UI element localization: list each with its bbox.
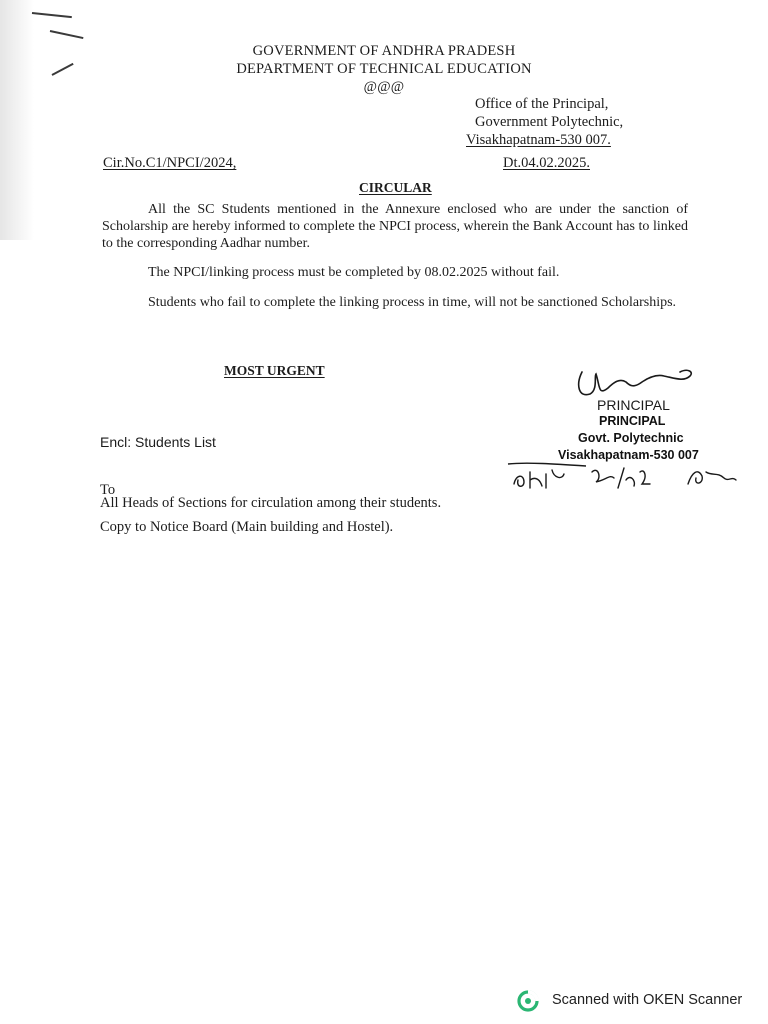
office-line-3: Visakhapatnam-530 007. — [466, 132, 611, 148]
body-paragraph-1: All the SC Students mentioned in the Annexure enclosed who are under the sanction of Scholarship are hereby informed to complete the NPCI process, wherein the Bank Account has to linked to the corresponding Aadhar number. — [102, 202, 688, 251]
enclosure-line: Encl: Students List — [100, 434, 216, 450]
header-government: GOVERNMENT OF ANDHRA PRADESH — [252, 43, 516, 59]
most-urgent-label: MOST URGENT — [224, 363, 325, 378]
header-separator: @@@ — [363, 79, 405, 95]
circular-date: Dt.04.02.2025. — [503, 155, 590, 171]
staple-mark — [50, 30, 84, 39]
distribution-to: To — [100, 482, 116, 498]
distribution-notice-board: Copy to Notice Board (Main building and Hostel). — [100, 519, 394, 535]
scanner-logo-icon — [517, 990, 539, 1012]
handwritten-initials — [506, 458, 742, 492]
circular-title: CIRCULAR — [359, 180, 432, 195]
office-line-1: Office of the Principal, — [475, 96, 609, 112]
signatory-designation: PRINCIPAL — [597, 397, 670, 413]
stamp-line-2: Govt. Polytechnic — [578, 431, 684, 445]
staple-mark — [32, 12, 72, 18]
body-paragraph-2: The NPCI/linking process must be completed by 08.02.2025 without fail. — [148, 265, 560, 280]
stamp-line-3: Visakhapatnam-530 007 — [558, 448, 699, 462]
body-paragraph-3: Students who fail to complete the linking process in time, will not be sanctioned Scholarships. — [148, 295, 677, 310]
stamp-line-1: PRINCIPAL — [599, 414, 666, 428]
office-line-2: Government Polytechnic, — [475, 114, 624, 130]
header-department: DEPARTMENT OF TECHNICAL EDUCATION — [236, 61, 532, 77]
scanner-watermark-text: Scanned with OKEN Scanner — [552, 992, 743, 1008]
distribution-heads: All Heads of Sections for circulation among their students. — [100, 495, 442, 511]
scan-shadow-edge — [0, 0, 34, 240]
circular-number: Cir.No.C1/NPCI/2024, — [103, 155, 237, 171]
